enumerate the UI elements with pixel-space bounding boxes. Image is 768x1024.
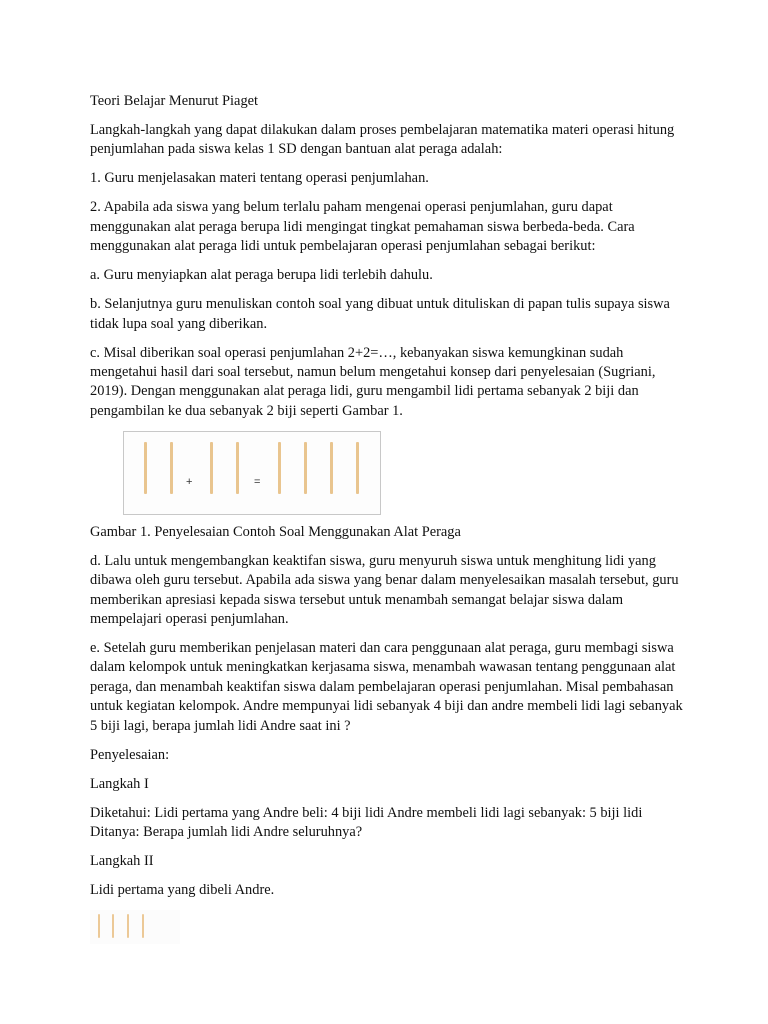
langkah-1-heading: Langkah I	[90, 775, 149, 792]
lidi-pertama-paragraph: Lidi pertama yang dibeli Andre.	[90, 882, 275, 899]
stick	[144, 442, 147, 494]
stick	[98, 914, 100, 938]
stick	[210, 442, 213, 494]
document-title: Teori Belajar Menurut Piaget	[90, 93, 259, 109]
diketahui-paragraph: Diketahui: Lidi pertama yang Andre beli: 4 biji lidi Andre membeli lidi lagi sebanyak: 5 biji lidi Ditanya: Berapa jumlah lidi Andre seluruhnya?	[90, 804, 643, 841]
langkah-2-heading: Langkah II	[90, 853, 154, 870]
document-body	[90, 92, 690, 944]
figure-1-caption: Gambar 1. Penyelesaian Contoh Soal Menggunakan Alat Peraga	[90, 523, 461, 540]
stick	[304, 442, 307, 494]
stick	[330, 442, 333, 494]
item-e-paragraph: e. Setelah guru memberikan penjelasan materi dan cara penggunaan alat peraga, guru membagi siswa dalam kelompok untuk meningkatkan kerjasama siswa, menambah wawasan tentang penggunaan alat peraga, dan menambah keaktifan siswa dalam pembelajaran operasi penjumlahan. Misal pembahasan untuk kegiatan kelompok. Andre mempunyai lidi sebanyak 4 biji dan andre membeli lidi lagi sebanyak 5 biji lagi, berapa jumlah lidi Andre saat ini ?	[90, 640, 683, 734]
item-a-paragraph: a. Guru menyiapkan alat peraga berupa lidi terlebih dahulu.	[90, 267, 433, 284]
item-d-paragraph: d. Lalu untuk mengembangkan keaktifan siswa, guru menyuruh siswa untuk menghitung lidi yang dibawa oleh guru tersebut. Apabila ada siswa yang benar dalam menyelesaikan masalah tersebut, guru memberikan apresiasi kepada siswa tersebut untuk menambah semangat belajar siswa dalam mempelajari operasi penjumlahan.	[90, 552, 679, 628]
stick	[236, 442, 239, 494]
stick	[112, 914, 114, 938]
four-sticks-image	[90, 910, 180, 944]
penyelesaian-heading: Penyelesaian:	[90, 746, 170, 763]
item-b-paragraph: b. Selanjutnya guru menuliskan contoh soal yang dibuat untuk dituliskan di papan tulis supaya siswa tidak lupa soal yang diberikan.	[90, 296, 670, 332]
stick	[356, 442, 359, 494]
stick	[170, 442, 173, 494]
plus-sign: +	[186, 475, 193, 488]
figure-1-sticks-image	[123, 431, 381, 515]
stick	[278, 442, 281, 494]
stick	[142, 914, 144, 938]
stick	[127, 914, 129, 938]
equals-sign: =	[254, 475, 261, 488]
step-1-paragraph: 1. Guru menjelasakan materi tentang operasi penjumlahan.	[90, 170, 429, 187]
intro-paragraph: Langkah-langkah yang dapat dilakukan dalam proses pembelajaran matematika materi operasi hitung penjumlahan pada siswa kelas 1 SD dengan bantuan alat peraga adalah:	[90, 122, 675, 158]
item-c-paragraph: c. Misal diberikan soal operasi penjumlahan 2+2=…, kebanyakan siswa kemungkinan sudah mengetahui hasil dari soal tersebut, namun belum mengetahui konsep dari penyelesaian (Sugriani, 2019). Dengan menggunakan alat peraga lidi, guru mengambil lidi pertama sebanyak 2 biji dan pengambilan ke dua sebanyak 2 biji seperti Gambar 1.	[90, 344, 656, 419]
step-2-paragraph: 2. Apabila ada siswa yang belum terlalu paham mengenai operasi penjumlahan, guru dapat menggunakan alat peraga berupa lidi mengingat tingkat pemahaman siswa berbeda-beda. Cara menggunakan alat peraga lidi untuk pembelajaran operasi penjumlahan sebagai berikut:	[90, 199, 635, 255]
